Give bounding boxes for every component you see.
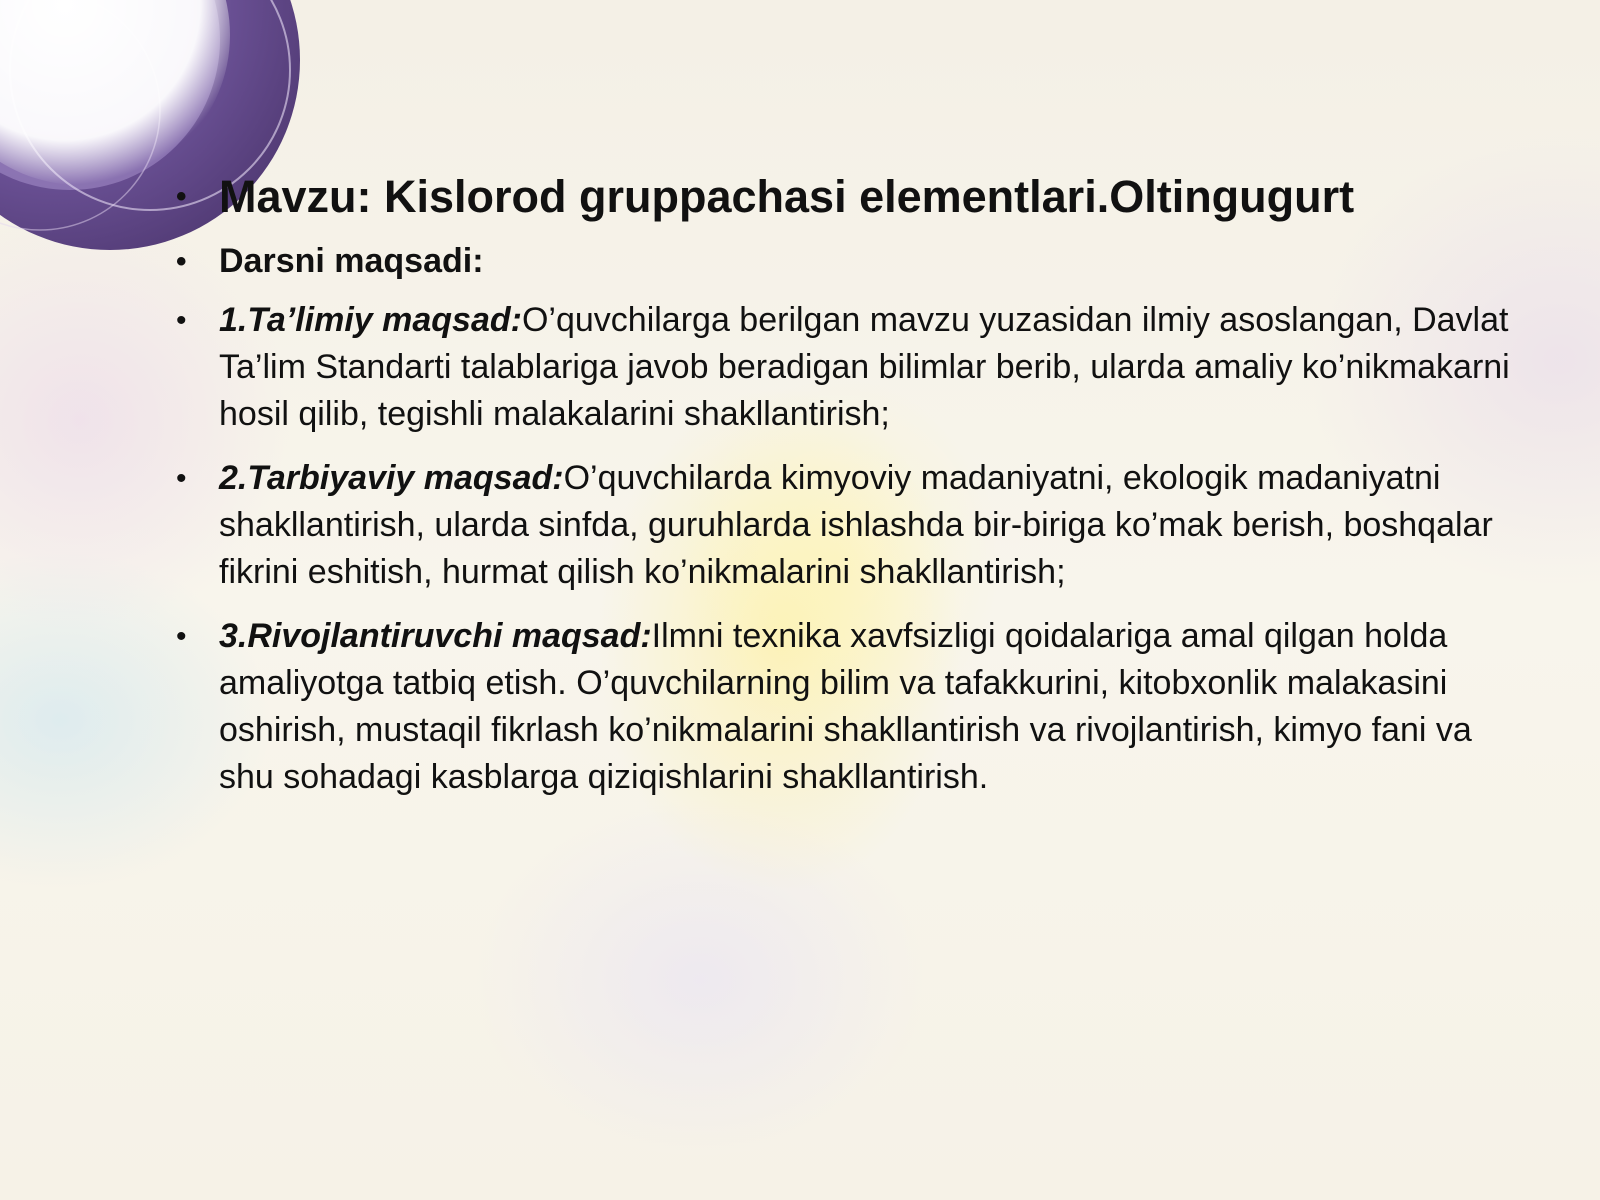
subtitle-text: Darsni maqsadi: — [219, 242, 484, 280]
bullet-list — [170, 168, 1510, 801]
goal-label: 1.Ta’limiy maqsad: — [219, 301, 522, 339]
goal-text: O’quvchilarga berilgan mavzu yuzasidan ilmiy asoslangan, Davlat Ta’lim Standarti talablariga javob beradigan bilimlar berib, ularda amaliy ko’nikmakarni hosil qilib, tegishli malakalarini shakllantirish; — [219, 301, 1510, 433]
goal-text: Ilmni texnika xavfsizligi qoidalariga amal qilgan holda amaliyotga tatbiq etish. O’quvchilarning bilim va tafakkurini, kitobxonlik malakasini oshirish, mustaqil fikrlash ko’nikmalarini shakllantirish va rivojlantirish, kimyo fani va shu sohadagi kasblarga qiziqishlarini shakllantirish. — [219, 617, 1472, 796]
bullet-icon: • — [176, 462, 187, 495]
slide-subtitle — [170, 238, 1510, 285]
bullet-icon: • — [176, 245, 187, 278]
bullet-icon: • — [176, 620, 187, 653]
goal-label: 3.Rivojlantiruvchi maqsad: — [219, 617, 652, 655]
goal-item-developmental — [170, 613, 1510, 801]
bullet-icon: • — [176, 180, 187, 213]
goal-text: O’quvchilarda kimyoviy madaniyatni, ekologik madaniyatni shakllantirish, ularda sinfda, guruhlarda ishlashda bir-biriga ko’mak berish, boshqalar fikrini eshitish, hurmat qilish ko’nikmalarini shakllantirish; — [219, 459, 1493, 591]
goal-item-upbringing — [170, 455, 1510, 596]
slide-title — [170, 168, 1510, 226]
goal-item-educational — [170, 297, 1510, 438]
slide-content — [170, 168, 1510, 818]
bullet-icon: • — [176, 304, 187, 337]
title-text: Mavzu: Kislorod gruppachasi elementlari.Oltingugurt — [219, 171, 1355, 222]
goal-label: 2.Tarbiyaviy maqsad: — [219, 459, 564, 497]
